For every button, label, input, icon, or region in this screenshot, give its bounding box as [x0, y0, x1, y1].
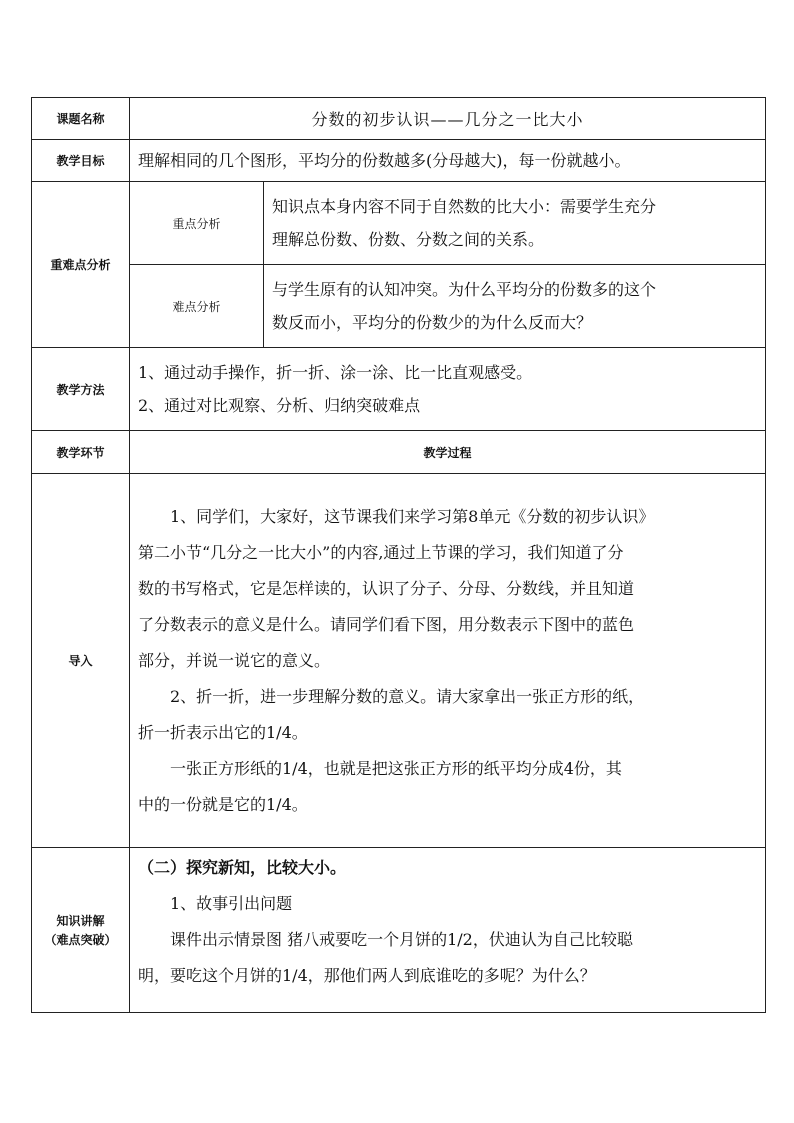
key-point-line: 知识点本身内容不同于自然数的比大小：需要学生充分 [272, 197, 657, 216]
intro-line: 中的一份就是它的1/4。 [138, 794, 308, 814]
process-column-header: 教学过程 [130, 431, 766, 474]
knowledge-label-line2: （难点突破） [44, 933, 117, 947]
row-key-point [32, 182, 766, 265]
difficulty-analysis-label: 重难点分析 [32, 182, 130, 348]
intro-line: 一张正方形纸的1/4，也就是把这张正方形的纸平均分成4份，其 [170, 758, 622, 778]
row-process-header [32, 431, 766, 474]
hard-point-text [264, 265, 766, 348]
row-intro [32, 474, 766, 848]
intro-text [130, 474, 766, 848]
hard-point-line: 数反而小，平均分的份数少的为什么反而大？ [272, 313, 593, 332]
key-point-text [264, 182, 766, 265]
teaching-method-item: 1、通过动手操作，折一折、涂一涂、比一比直观感受。 [138, 363, 533, 382]
intro-line: 数的书写格式，它是怎样读的，认识了分子、分母、分数线，并且知道 [138, 578, 635, 598]
lesson-plan-table [31, 97, 766, 1013]
knowledge-line: 明，要吃这个月饼的1/4，那他们两人到底谁吃的多呢？为什么？ [138, 966, 596, 985]
row-course-name [32, 98, 766, 140]
course-name-label: 课题名称 [32, 98, 130, 140]
teaching-goal-label: 教学目标 [32, 140, 130, 182]
knowledge-line: 课件出示情景图 猪八戒要吃一个月饼的1/2，伏迪认为自己比较聪 [170, 930, 633, 949]
hard-point-label: 难点分析 [130, 265, 264, 348]
intro-line: 1、同学们，大家好，这节课我们来学习第8单元《分数的初步认识》 [170, 506, 655, 526]
knowledge-heading: （二）探究新知，比较大小。 [138, 858, 347, 877]
course-name-value: 分数的初步认识——几分之一比大小 [130, 98, 766, 140]
teaching-method-text [130, 348, 766, 431]
knowledge-label [32, 848, 130, 1013]
row-knowledge [32, 848, 766, 1013]
knowledge-label-line1: 知识讲解 [56, 914, 105, 928]
row-teaching-goal [32, 140, 766, 182]
teaching-method-item: 2、通过对比观察、分析、归纳突破难点 [138, 396, 421, 415]
intro-line: 第二小节“几分之一比大小”的内容,通过上节课的学习，我们知道了分 [138, 542, 624, 562]
teaching-goal-value: 理解相同的几个图形，平均分的份数越多(分母越大)，每一份就越小。 [130, 140, 766, 182]
row-teaching-method [32, 348, 766, 431]
knowledge-line: 1、故事引出问题 [170, 894, 293, 913]
intro-line: 2、折一折，进一步理解分数的意义。请大家拿出一张正方形的纸， [170, 686, 645, 706]
key-point-line: 理解总份数、份数、分数之间的关系。 [272, 230, 545, 249]
teaching-method-label: 教学方法 [32, 348, 130, 431]
intro-line: 部分，并说一说它的意义。 [138, 650, 331, 670]
row-hard-point [32, 265, 766, 348]
intro-line: 折一折表示出它的1/4。 [138, 722, 308, 742]
intro-label: 导入 [32, 474, 130, 848]
process-stage-label: 教学环节 [32, 431, 130, 474]
knowledge-text [130, 848, 766, 1013]
hard-point-line: 与学生原有的认知冲突。为什么平均分的份数多的这个 [272, 280, 657, 299]
key-point-label: 重点分析 [130, 182, 264, 265]
intro-line: 了分数表示的意义是什么。请同学们看下图，用分数表示下图中的蓝色 [138, 614, 635, 634]
